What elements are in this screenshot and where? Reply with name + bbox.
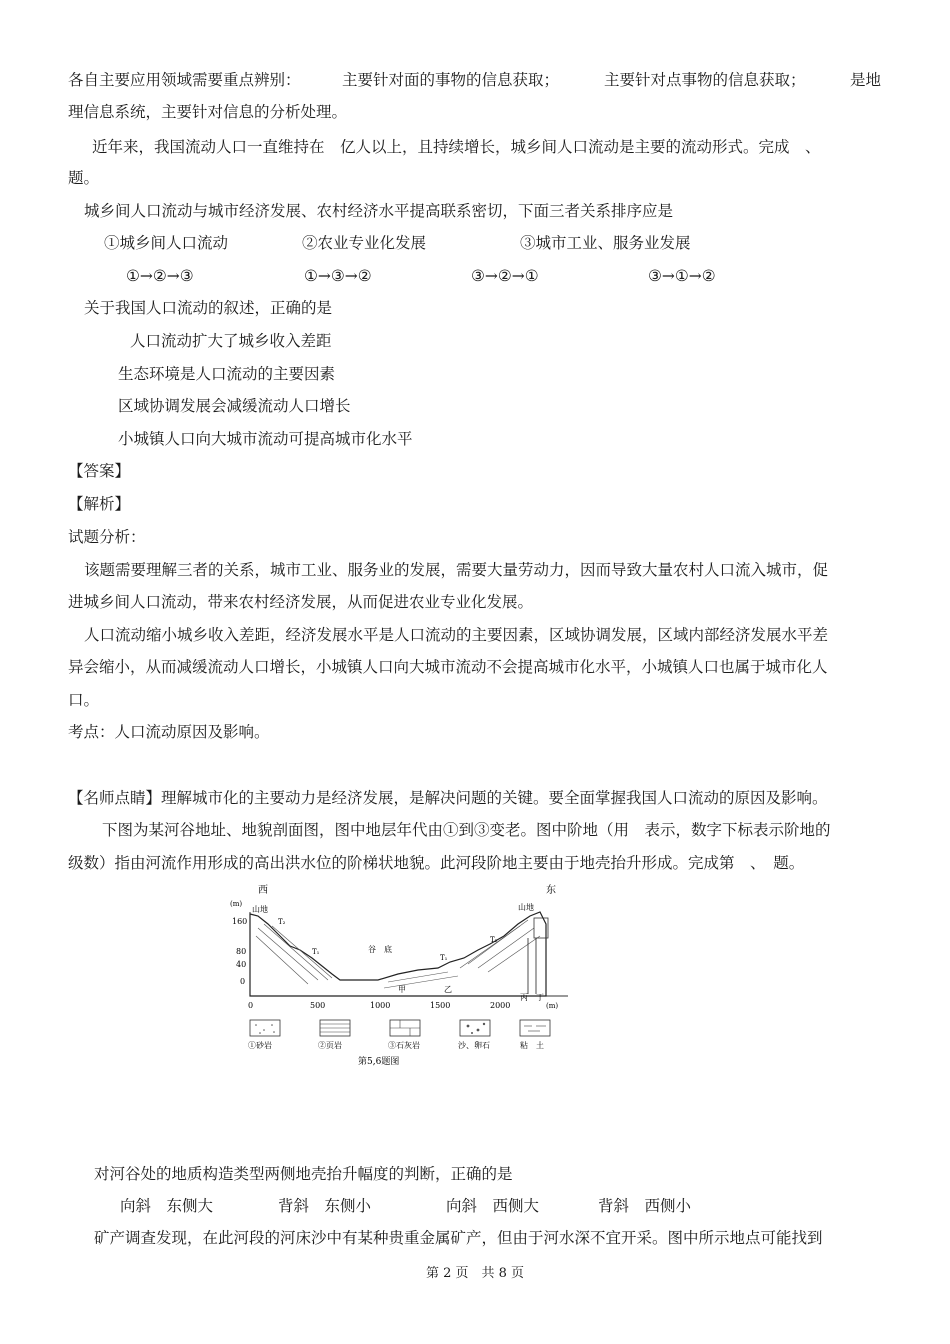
text-segment: 生态环境是人口流动的主要因素 <box>118 365 336 383</box>
text-segment: 级数）指由河流作用形成的高出洪水位的阶梯状地貌。此河段阶地主要由于地壳抬升形成。完成第 、 题。 <box>68 854 805 872</box>
text-segment: 主要针对点事物的信息获取； <box>604 71 806 89</box>
text-segment: 小城镇人口向大城市流动可提高城市化水平 <box>118 430 413 448</box>
text-segment: 【名师点睛】理解城市化的主要动力是经济发展，是解决问题的关键。要全面掌握我国人口流动的原因及影响。 <box>68 789 828 807</box>
text-segment: 下图为某河谷地址、地貌剖面图，图中地层年代由①到③变老。图中阶地（用 表示，数字下标表示阶地的 <box>102 821 831 839</box>
text-segment: 口。 <box>68 691 100 709</box>
figure-caption: 第5,6题图 <box>358 1057 400 1067</box>
east-label: 东 <box>546 885 556 896</box>
x-unit: (m) <box>546 1002 559 1010</box>
point-jia: 甲 <box>398 985 406 994</box>
text-segment: 区域协调发展会减缓流动人口增长 <box>118 397 351 415</box>
text-segment: ③城市工业、服务业发展 <box>520 234 691 252</box>
x-tick-1000: 1000 <box>370 1001 391 1010</box>
text-segment: ③→①→② <box>648 267 716 285</box>
text-segment: 主要针对面的事物的信息获取； <box>342 71 560 89</box>
geologic-profile-svg <box>228 884 580 1074</box>
text-segment: 关于我国人口流动的叙述，正确的是 <box>84 299 333 317</box>
valley-label: 谷 底 <box>368 945 392 954</box>
text-segment: ①→③→② <box>304 267 372 285</box>
legend-limestone: ③石灰岩 <box>388 1041 420 1050</box>
page-footer: 第 2 页 共 8 页 <box>425 1266 525 1281</box>
legend-sandstone: ①砂岩 <box>248 1041 272 1050</box>
text-segment: 理信息系统，主要针对信息的分析处理。 <box>68 103 348 121</box>
text-segment: 背斜 西侧小 <box>598 1197 692 1215</box>
terrain-surface <box>250 912 546 996</box>
text-segment: 该题需要理解三者的关系，城市工业、服务业的发展，需要大量劳动力，因而导致大量农村人口流入城市，促 <box>84 561 829 579</box>
point-yi: 乙 <box>444 985 452 994</box>
point-bing: 丙 <box>520 993 528 1002</box>
geologic-profile-figure <box>228 884 580 1074</box>
text-segment: 向斜 东侧大 <box>120 1197 214 1215</box>
text-segment: 城乡间人口流动与城市经济发展、农村经济水平提高联系密切，下面三者关系排序应是 <box>84 202 674 220</box>
text-segment: ③→②→① <box>471 267 539 285</box>
terrace-label-west-1: T₁ <box>312 948 320 956</box>
y-unit: (m) <box>230 900 243 908</box>
legend-clay: 粘 土 <box>520 1041 544 1050</box>
y-tick-160: 160 <box>232 917 248 926</box>
text-segment: 背斜 东侧小 <box>278 1197 372 1215</box>
text-segment: 【解析】 <box>68 495 131 513</box>
x-tick-0: 0 <box>248 1001 254 1010</box>
y-tick-40: 40 <box>236 960 247 969</box>
text-segment: 向斜 西侧大 <box>446 1197 540 1215</box>
text-segment: 进城乡间人口流动，带来农村经济发展，从而促进农业专业化发展。 <box>68 593 534 611</box>
x-tick-1500: 1500 <box>430 1001 451 1010</box>
y-tick-80: 80 <box>236 947 247 956</box>
legend-gravel: 沙、卵石 <box>458 1041 490 1050</box>
text-segment: 对河谷处的地质构造类型两侧地壳抬升幅度的判断，正确的是 <box>94 1165 513 1183</box>
text-segment: 试题分析： <box>68 528 146 546</box>
text-segment: 异会缩小，从而减缓流动人口增长，小城镇人口向大城市流动不会提高城市化水平，小城镇人口也属于城市化人 <box>68 658 828 676</box>
text-segment: 【答案】 <box>68 462 131 480</box>
y-tick-0: 0 <box>240 977 246 986</box>
terrace-label-east-1: T₁ <box>440 954 448 962</box>
legend-shale: ②页岩 <box>318 1041 342 1050</box>
mountain-left-label: 山地 <box>252 905 268 914</box>
text-segment: 人口流动扩大了城乡收入差距 <box>130 332 332 350</box>
text-segment: 题。 <box>68 169 100 187</box>
text-segment: 近年来，我国流动人口一直维持在 亿人以上，且持续增长，城乡间人口流动是主要的流动形式。完成 、 <box>92 138 821 156</box>
mountain-right-label: 山地 <box>518 903 534 912</box>
text-segment: 考点：人口流动原因及影响。 <box>68 723 270 741</box>
text-segment: 是地 <box>850 71 882 89</box>
text-segment: 人口流动缩小城乡收入差距，经济发展水平是人口流动的主要因素，区域协调发展，区域内部经济发展水平差 <box>84 626 829 644</box>
text-segment: ①→②→③ <box>126 267 194 285</box>
terrace-label-west-2: T₂ <box>278 918 286 926</box>
text-segment: 各自主要应用领域需要重点辨别： <box>68 71 301 89</box>
text-segment: 矿产调查发现，在此河段的河床沙中有某种贵重金属矿产，但由于河水深不宜开采。图中所示地点可能找到 <box>94 1229 823 1247</box>
terrace-label-east-2: T₂ <box>490 936 498 944</box>
west-label: 西 <box>258 885 268 896</box>
x-tick-2000: 2000 <box>490 1001 511 1010</box>
text-segment: ②农业专业化发展 <box>302 234 427 252</box>
text-segment: ①城乡间人口流动 <box>104 234 229 252</box>
x-tick-500: 500 <box>310 1001 326 1010</box>
point-ding: 丁 <box>536 993 544 1002</box>
